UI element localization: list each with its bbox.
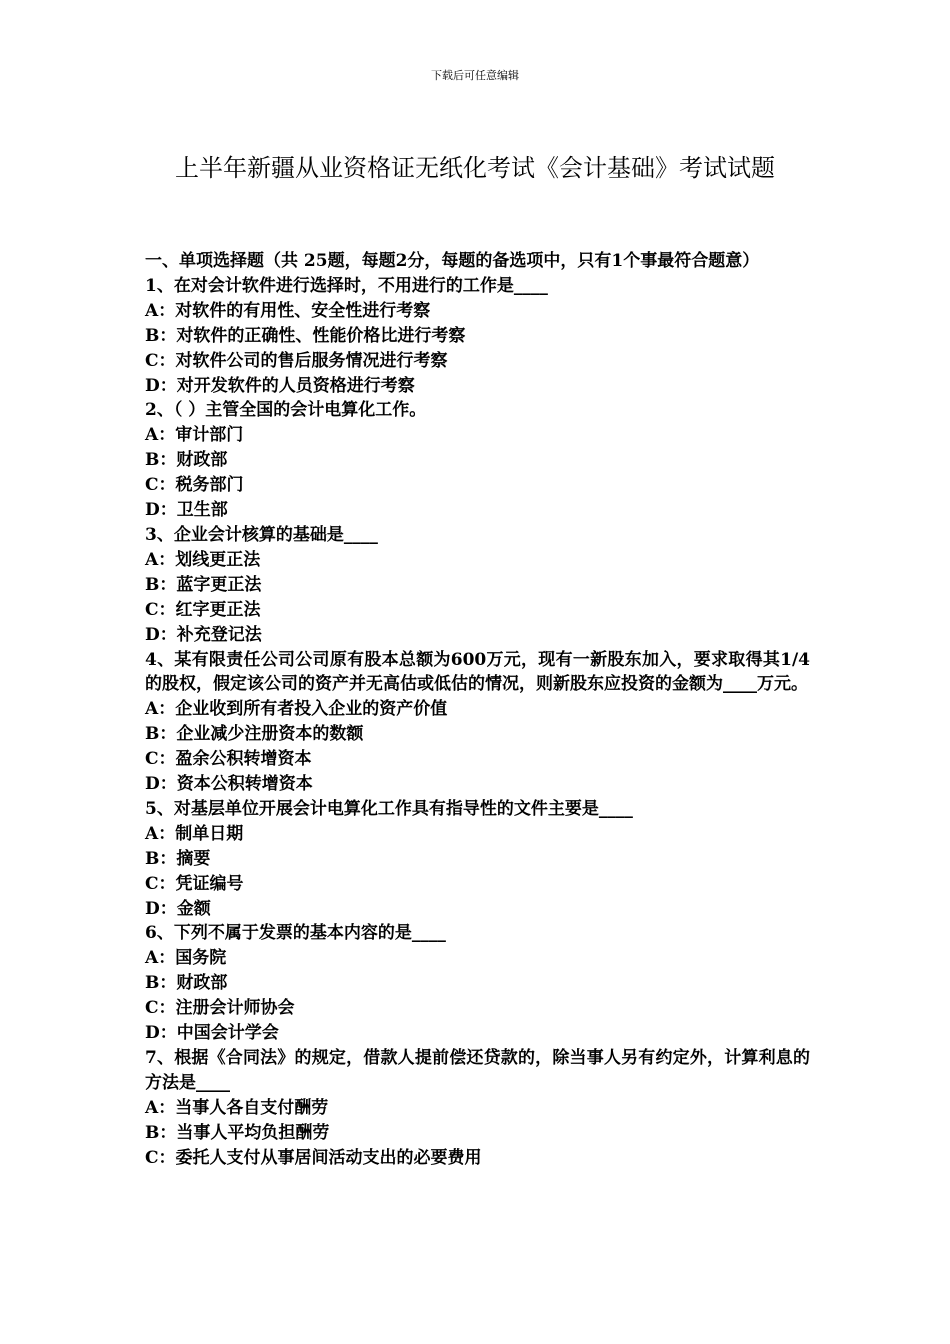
option-c: C：委托人支付从事居间活动支出的必要费用: [145, 1147, 482, 1168]
option-b: B：当事人平均负担酬劳: [145, 1122, 330, 1143]
option-c: C：凭证编号: [145, 873, 244, 894]
question-stem: 5、对基层单位开展会计电算化工作具有指导性的文件主要是____: [145, 798, 633, 819]
option-c: C：盈余公积转增资本: [145, 749, 312, 770]
question-1: [145, 274, 810, 399]
option-d: D：中国会计学会: [145, 1023, 279, 1044]
option-d: D：对开发软件的人员资格进行考察: [145, 375, 415, 396]
option-b: B：对软件的正确性、性能价格比进行考察: [145, 325, 466, 346]
option-a: A：企业收到所有者投入企业的资产价值: [145, 699, 448, 720]
option-c: C：红字更正法: [145, 599, 261, 620]
option-d: D：卫生部: [145, 500, 228, 521]
option-d: D：补充登记法: [145, 624, 262, 645]
option-b: B：财政部: [145, 450, 228, 471]
option-b: B：财政部: [145, 973, 228, 994]
question-stem: 7、根据《合同法》的规定，借款人提前偿还贷款的，除当事人另有约定外，计算利息的方法是____: [145, 1048, 810, 1093]
question-stem: 1、在对会计软件进行选择时，不用进行的工作是____: [145, 275, 548, 296]
question-7: [145, 1046, 810, 1171]
question-stem: 2、（ ）主管全国的会计电算化工作。: [145, 400, 427, 421]
question-stem: 6、下列不属于发票的基本内容的是____: [145, 923, 446, 944]
question-4: [145, 648, 810, 797]
option-a: A：审计部门: [145, 425, 244, 446]
option-b: B：摘要: [145, 848, 211, 869]
option-a: A：划线更正法: [145, 549, 261, 570]
header-note: 下载后可任意编辑: [431, 69, 519, 82]
question-stem: 3、企业会计核算的基础是____: [145, 524, 378, 545]
option-a: A：制单日期: [145, 823, 244, 844]
document-title: 上半年新疆从业资格证无纸化考试《会计基础》考试试题: [175, 154, 775, 182]
option-b: B：企业减少注册资本的数额: [145, 724, 364, 745]
option-a: A：当事人各自支付酬劳: [145, 1097, 329, 1118]
option-a: A：国务院: [145, 948, 227, 969]
option-b: B：蓝字更正法: [145, 574, 262, 595]
exam-content: [145, 249, 810, 1171]
question-2: [145, 398, 810, 523]
option-c: C：注册会计师协会: [145, 998, 295, 1019]
question-5: [145, 797, 810, 922]
option-c: C：税务部门: [145, 475, 244, 496]
section-heading: 一、单项选择题（共 25题，每题2分，每题的备选项中，只有1个事最符合题意）: [145, 251, 760, 271]
question-3: [145, 523, 810, 648]
option-c: C：对软件公司的售后服务情况进行考察: [145, 350, 448, 371]
question-stem: 4、某有限责任公司公司原有股本总额为600万元，现有一新股东加入，要求取得其1/4的股权，假定该公司的资产并无高估或低估的情况，则新股东应投资的金额为____万元。: [145, 649, 810, 695]
question-6: [145, 921, 810, 1046]
option-d: D：金额: [145, 898, 211, 919]
option-a: A：对软件的有用性、安全性进行考察: [145, 300, 431, 321]
option-d: D：资本公积转增资本: [145, 774, 313, 795]
